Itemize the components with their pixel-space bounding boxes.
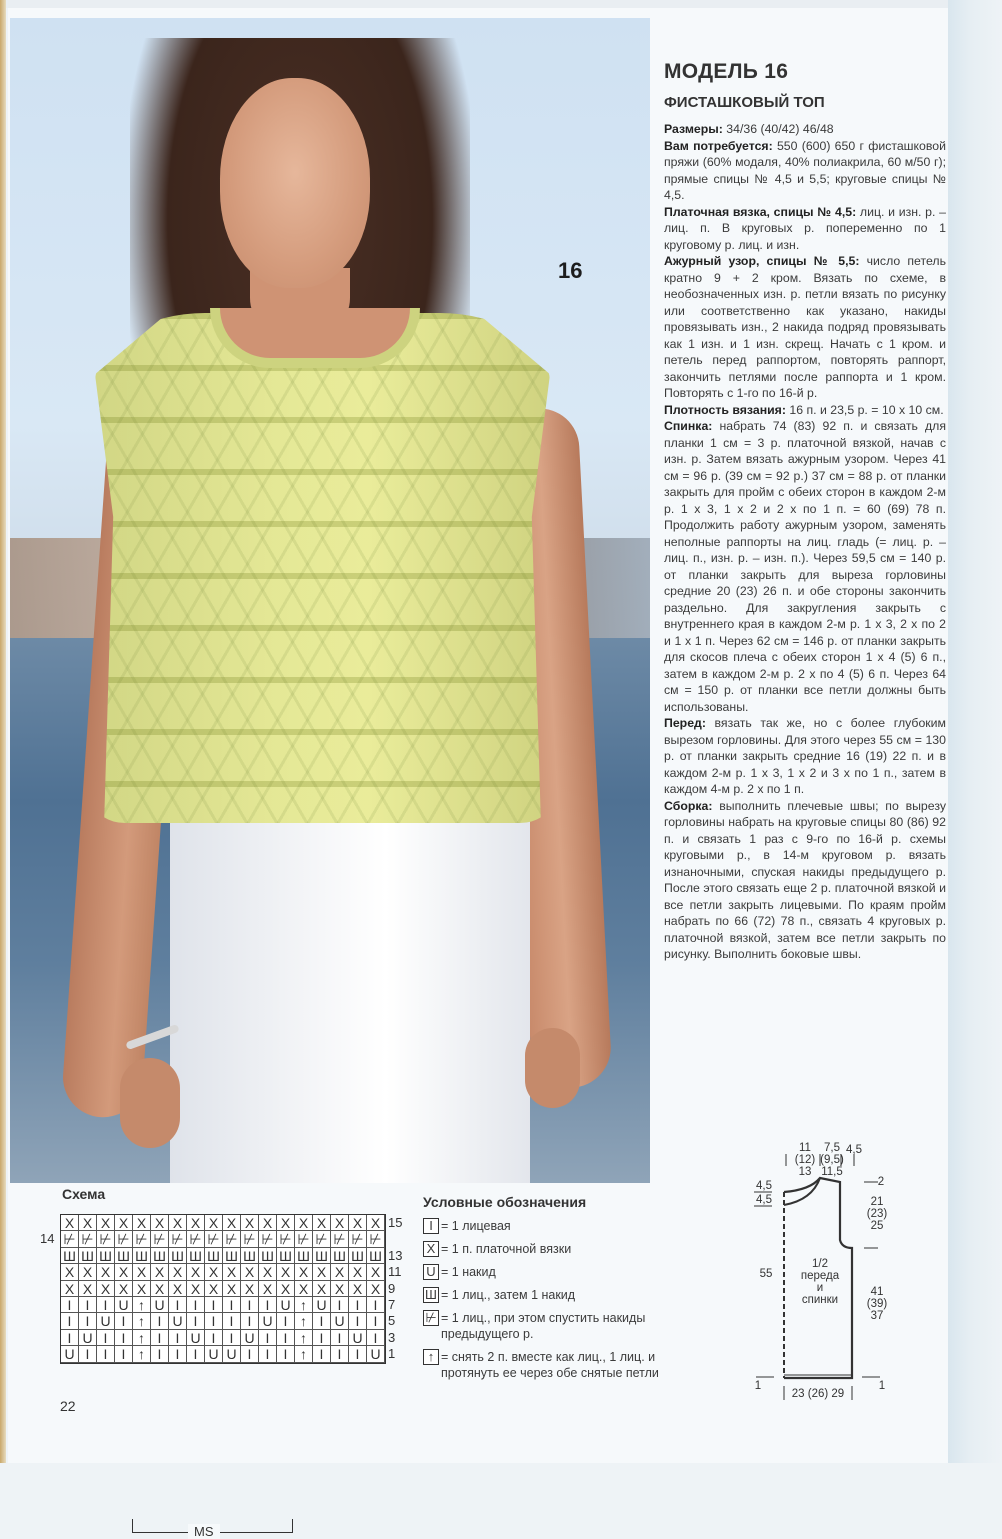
chart-cell: ⊬: [187, 1231, 205, 1247]
chart-cell: U: [151, 1297, 169, 1313]
section-assembly: [664, 798, 946, 963]
chart-cell: X: [223, 1264, 241, 1280]
chart-cell: I: [115, 1346, 133, 1362]
chart-cell: X: [259, 1264, 277, 1280]
section-label: Вам потребуется:: [664, 138, 773, 153]
chart-row-number: 3: [388, 1329, 396, 1345]
chart-cell: I: [169, 1330, 187, 1346]
chart-row-number: 11: [388, 1264, 402, 1280]
dim-value: (39): [866, 1298, 888, 1310]
page-binding: [0, 0, 6, 1463]
chart-cell: X: [97, 1281, 115, 1297]
dim-hem-right: 1: [878, 1380, 886, 1392]
chart-cell: I: [349, 1346, 367, 1362]
page-top-edge: [0, 0, 1002, 8]
chart-cell: ⊬: [223, 1231, 241, 1247]
chart-row-number: 14: [40, 1231, 55, 1247]
legend-item: [423, 1218, 703, 1234]
chart-cell: ⊬: [205, 1231, 223, 1247]
page-number: 22: [60, 1398, 76, 1414]
chart-cell: I: [61, 1330, 79, 1346]
dim-top-edge: 4,5: [846, 1144, 862, 1156]
photo-face: [220, 78, 370, 288]
chart-cell: X: [187, 1215, 205, 1231]
dim-neck-front: 4,5: [756, 1194, 772, 1206]
section-gauge: [664, 402, 946, 419]
model-photo: [10, 18, 650, 1183]
chart-cell: I: [61, 1297, 79, 1313]
schematic-label-line: 1/2: [812, 1258, 828, 1270]
chart-cell: X: [79, 1215, 97, 1231]
chart-cell: I: [151, 1313, 169, 1329]
chart-cell: U: [115, 1297, 133, 1313]
chart-row-number: 9: [388, 1280, 396, 1296]
chart-cell: X: [259, 1281, 277, 1297]
chart-cell: X: [277, 1281, 295, 1297]
legend-item: [423, 1349, 703, 1381]
stitch-symbol-icon: U: [423, 1264, 439, 1280]
chart-cell: ↑: [295, 1330, 313, 1346]
chart-cell: I: [169, 1346, 187, 1362]
chart-cell: U: [187, 1330, 205, 1346]
chart-cell: I: [241, 1313, 259, 1329]
section-label: Спинка:: [664, 419, 713, 433]
repeat-label: MS: [188, 1524, 220, 1539]
chart-cell: I: [349, 1313, 367, 1329]
chart-cell: ⊬: [349, 1231, 367, 1247]
chart-cell: I: [79, 1346, 97, 1362]
chart-cell: X: [313, 1281, 331, 1297]
chart-cell: X: [115, 1215, 133, 1231]
chart-cell: I: [187, 1313, 205, 1329]
section-label: Перед:: [664, 716, 706, 730]
chart-cell: I: [313, 1346, 331, 1362]
chart-cell: I: [367, 1330, 385, 1346]
chart-cell: X: [115, 1281, 133, 1297]
article-title: МОДЕЛЬ 16: [664, 60, 789, 83]
chart-cell: I: [169, 1297, 187, 1313]
chart-cell: X: [79, 1264, 97, 1280]
dim-value: 11: [799, 1142, 811, 1154]
chart-cell: ⊬: [97, 1231, 115, 1247]
chart-cell: X: [349, 1281, 367, 1297]
legend-text: = 1 лиц., затем 1 накид: [441, 1288, 576, 1302]
section-sizes: [664, 121, 946, 138]
page-gutter: [948, 0, 1002, 1463]
chart-row-number: 13: [388, 1247, 403, 1263]
section-materials: [664, 138, 946, 204]
chart-cell: I: [259, 1297, 277, 1313]
chart-cell: X: [331, 1264, 349, 1280]
chart-cell: ⊬: [331, 1231, 349, 1247]
chart-cell: X: [187, 1281, 205, 1297]
chart-cell: U: [223, 1346, 241, 1362]
chart-cell: ⊬: [61, 1231, 79, 1247]
dim-value: 13: [798, 1166, 812, 1178]
chart-cell: ⊬: [241, 1231, 259, 1247]
chart-row-number: 7: [388, 1297, 396, 1312]
section-text: число петель кратно 9 + 2 кром. Вязать по схеме, в необозначенных изн. р. петли вязать по рисунку или соответственно как указано, накиды провязывать изн., 2 накида подряд провязывать как 1 изн. и 1 изн. скрещ. Начать с 1 кром. и петель перед раппортом, повторять раппорт, закончить петлями после раппорта и 1 кром. Повторять с 1-го по 16-й р.: [664, 254, 946, 400]
chart-cell: I: [205, 1297, 223, 1313]
chart-cell: X: [295, 1215, 313, 1231]
chart-row-number: 1: [388, 1346, 396, 1362]
dim-value: 11,5: [821, 1166, 843, 1178]
chart-cell: X: [187, 1264, 205, 1280]
legend-item: [423, 1310, 703, 1342]
chart-cell: X: [97, 1264, 115, 1280]
chart-cell: X: [295, 1281, 313, 1297]
chart-cell: X: [133, 1215, 151, 1231]
legend-text: = 1 п. платочной вязки: [441, 1242, 572, 1256]
chart-row-number: 5: [388, 1313, 396, 1329]
chart-cell: I: [115, 1313, 133, 1329]
dim-value: 37: [870, 1310, 884, 1322]
chart-cell: Ш: [97, 1248, 115, 1264]
schematic-label: [792, 1258, 848, 1306]
chart-cell: I: [115, 1330, 133, 1346]
chart-cell: I: [331, 1297, 349, 1313]
section-text: набрать 74 (83) 92 п. и связать для планки 1 см = 3 р. платочной вязкой, начав с изн. р. Затем вязать ажурным узором. Через 41 см = 96 р. (39 см = 92 р.) 37 см = 88 р. от планки закрыть для пройм с обеих сторон в каждом 2-м р. 1 х 3, 1 х 2 и 2 х по 1 п. = 60 (69) 78 п. Продолжить работу ажурным узором, заменять неполные раппорты на лиц. гладь (= лиц. р. – лиц. п., изн. р. – изн. п.). Через 59,5 см = 140 р. от планки закрыть для выреза горловины средние 20 (23) 26 п. и обе стороны закончить раздельно. Для закругления закрыть с внутреннего края в каждом 2-м р. 1 х 3, 2 х по 2 и 1 х 1 п. Через 62 см = 146 р. от планки закрыть для скосов плеча с обеих сторон 1 х 4 (5) 6 п., затем в каждом 2-м р. 2 х по 4 (5) 6 п. Через 64 см = 150 р. от планки все петли должны быть использованы.: [664, 419, 946, 714]
legend-text: = 1 лиц., при этом спустить накиды предыдущего р.: [441, 1311, 646, 1341]
dim-neck-back: 4,5: [756, 1180, 772, 1192]
chart-cell: Ш: [223, 1248, 241, 1264]
section-label: Сборка:: [664, 798, 713, 813]
chart-cell: Ш: [331, 1248, 349, 1264]
chart-cell: X: [241, 1264, 259, 1280]
chart-cell: ⊬: [169, 1231, 187, 1247]
schematic-label-line: и: [816, 1282, 824, 1294]
chart-cell: X: [169, 1264, 187, 1280]
chart-cell: ⊬: [295, 1231, 313, 1247]
chart-cell: X: [97, 1215, 115, 1231]
chart-cell: X: [223, 1215, 241, 1231]
chart-legend: [423, 1194, 703, 1388]
chart-cell: I: [367, 1313, 385, 1329]
chart-cell: X: [223, 1281, 241, 1297]
chart-cell: X: [367, 1215, 385, 1231]
dim-hem-left: 1: [754, 1380, 762, 1392]
chart-cell: ↑: [295, 1313, 313, 1329]
chart-cell: X: [349, 1215, 367, 1231]
chart-cell: I: [97, 1297, 115, 1313]
dim-value: (9,5): [820, 1154, 844, 1166]
section-text: вязать так же, но с более глубоким вырезом горловины. Для этого через 55 см = 130 р. от планки закрыть средние 16 (19) 22 п. и в каждом 2-м р. 1 х 3, 1 х 2 и 3 х по 1 п., затем в каждом 4-м р. 2 х по 1 п.: [664, 716, 946, 796]
section-label: Ажурный узор, спицы № 5,5:: [664, 254, 860, 268]
article-body: [664, 121, 946, 963]
chart-cell: U: [349, 1330, 367, 1346]
chart-cell: ⊬: [277, 1231, 295, 1247]
chart-cell: X: [205, 1215, 223, 1231]
chart-cell: I: [259, 1346, 277, 1362]
dim-total-length: 55: [759, 1268, 773, 1280]
chart-cell: ↑: [295, 1346, 313, 1362]
dim-side: [864, 1286, 890, 1322]
chart-cell: Ш: [79, 1248, 97, 1264]
photo-model-number: 16: [558, 258, 583, 283]
schematic-label-line: переда: [800, 1270, 840, 1282]
chart-cell: I: [313, 1330, 331, 1346]
chart-cell: I: [277, 1313, 295, 1329]
chart-cell: Ш: [205, 1248, 223, 1264]
dim-value: 41: [870, 1286, 884, 1298]
chart-cell: ↑: [133, 1346, 151, 1362]
chart-cell: U: [277, 1297, 295, 1313]
schematic-label-line: спинки: [801, 1294, 839, 1306]
chart-title: Схема: [62, 1186, 106, 1202]
chart-cell: X: [151, 1281, 169, 1297]
chart-cell: ⊬: [133, 1231, 151, 1247]
photo-neckline: [210, 308, 420, 368]
chart-grid: [60, 1214, 386, 1364]
chart-cell: X: [367, 1281, 385, 1297]
section-front: [664, 715, 946, 798]
chart-cell: X: [61, 1264, 79, 1280]
chart-cell: Ш: [349, 1248, 367, 1264]
chart-cell: X: [151, 1264, 169, 1280]
chart-cell: X: [277, 1264, 295, 1280]
chart-cell: I: [97, 1346, 115, 1362]
stitch-symbol-icon: ↑: [423, 1349, 439, 1365]
chart-cell: X: [241, 1215, 259, 1231]
chart-cell: I: [97, 1330, 115, 1346]
section-garter-stitch: [664, 204, 946, 254]
chart-cell: X: [61, 1281, 79, 1297]
dim-shoulder-slope: 2: [877, 1176, 885, 1188]
chart-cell: I: [367, 1297, 385, 1313]
chart-cell: Ш: [313, 1248, 331, 1264]
chart-cell: X: [169, 1215, 187, 1231]
legend-item: [423, 1264, 703, 1280]
legend-items: [423, 1218, 703, 1381]
chart-cell: ↑: [133, 1297, 151, 1313]
dim-value: 7,5: [824, 1142, 840, 1154]
section-lace-pattern: [664, 253, 946, 402]
chart-cell: U: [97, 1313, 115, 1329]
chart-cell: Ш: [277, 1248, 295, 1264]
garment-schematic: [740, 1130, 900, 1410]
chart-cell: ⊬: [115, 1231, 133, 1247]
dim-value: (23): [866, 1208, 888, 1220]
chart-cell: U: [205, 1346, 223, 1362]
chart-cell: I: [313, 1313, 331, 1329]
dim-armhole: [864, 1196, 890, 1232]
photo-lace-top: [95, 313, 550, 823]
chart-cell: I: [61, 1313, 79, 1329]
section-label: Платочная вязка, спицы № 4,5:: [664, 204, 857, 219]
legend-title: Условные обозначения: [423, 1194, 587, 1210]
chart-cell: U: [169, 1313, 187, 1329]
legend-text: = 1 лицевая: [441, 1219, 511, 1233]
chart-cell: Ш: [367, 1248, 385, 1264]
dim-value: (12): [794, 1154, 816, 1166]
chart-cell: X: [169, 1281, 187, 1297]
chart-cell: U: [313, 1297, 331, 1313]
dim-bottom-width: 23 (26) 29: [791, 1388, 845, 1400]
chart-cell: I: [223, 1313, 241, 1329]
chart-cell: ↑: [133, 1330, 151, 1346]
chart-cell: I: [187, 1346, 205, 1362]
chart-cell: X: [349, 1264, 367, 1280]
chart-cell: Ш: [151, 1248, 169, 1264]
legend-item: [423, 1241, 703, 1257]
chart-cell: I: [151, 1330, 169, 1346]
chart-row-number: 15: [388, 1215, 403, 1230]
stitch-symbol-icon: I: [423, 1218, 439, 1234]
chart-cell: X: [205, 1281, 223, 1297]
dim-shoulder: [820, 1142, 844, 1178]
chart-cell: X: [313, 1215, 331, 1231]
chart-cell: X: [259, 1215, 277, 1231]
chart-cell: ↑: [295, 1297, 313, 1313]
chart-cell: U: [367, 1346, 385, 1362]
chart-cell: X: [367, 1264, 385, 1280]
chart-cell: U: [241, 1330, 259, 1346]
chart-cell: X: [205, 1264, 223, 1280]
section-text: 16 п. и 23,5 р. = 10 х 10 см.: [785, 402, 944, 417]
chart-cell: U: [79, 1330, 97, 1346]
chart-cell: I: [187, 1297, 205, 1313]
chart-cell: X: [331, 1281, 349, 1297]
chart-cell: I: [223, 1330, 241, 1346]
chart-cell: ⊬: [367, 1231, 385, 1247]
chart-cell: ⊬: [79, 1231, 97, 1247]
chart-cell: Ш: [133, 1248, 151, 1264]
chart-cell: I: [79, 1297, 97, 1313]
chart-cell: I: [259, 1330, 277, 1346]
chart-cell: Ш: [115, 1248, 133, 1264]
article-subtitle: ФИСТАШКОВЫЙ ТОП: [664, 94, 825, 111]
section-label: Размеры:: [664, 122, 723, 136]
chart-cell: X: [133, 1281, 151, 1297]
chart-cell: X: [277, 1215, 295, 1231]
chart-cell: U: [61, 1346, 79, 1362]
chart-cell: Ш: [169, 1248, 187, 1264]
stitch-symbol-icon: ⊬: [423, 1310, 439, 1326]
chart-cell: ⊬: [151, 1231, 169, 1247]
chart-cell: I: [151, 1346, 169, 1362]
photo-hand-left: [120, 1058, 180, 1148]
chart-cell: I: [331, 1330, 349, 1346]
chart-cell: Ш: [241, 1248, 259, 1264]
chart-cell: X: [313, 1264, 331, 1280]
chart-cell: I: [349, 1297, 367, 1313]
section-text: 34/36 (40/42) 46/48: [722, 122, 834, 136]
chart-cell: X: [241, 1281, 259, 1297]
stitch-symbol-icon: X: [423, 1241, 439, 1257]
chart-cell: ⊬: [313, 1231, 331, 1247]
chart-cell: I: [241, 1297, 259, 1313]
stitch-symbol-icon: Ш: [423, 1287, 439, 1303]
photo-hand-right: [525, 1028, 580, 1108]
chart-cell: X: [61, 1215, 79, 1231]
chart-cell: X: [331, 1215, 349, 1231]
section-label: Плотность вязания:: [664, 402, 786, 417]
dim-value: 21: [870, 1196, 884, 1208]
chart-cell: X: [115, 1264, 133, 1280]
legend-item: [423, 1287, 703, 1303]
dim-value: 25: [870, 1220, 884, 1232]
chart-cell: X: [151, 1215, 169, 1231]
chart-cell: I: [277, 1330, 295, 1346]
chart-cell: ↑: [133, 1313, 151, 1329]
chart-cell: ⊬: [259, 1231, 277, 1247]
section-back: [664, 418, 946, 715]
legend-text: = снять 2 п. вместе как лиц., 1 лиц. и протянуть ее через обе снятые петли: [441, 1350, 659, 1380]
section-text: лиц. и изн. р. – лиц. п. В круговых р. попеременно по 1 круговому р. лиц. и изн.: [664, 204, 946, 252]
chart-cell: X: [295, 1264, 313, 1280]
article-column: [664, 60, 946, 963]
chart-cell: I: [331, 1346, 349, 1362]
dim-neck-width: [792, 1142, 818, 1178]
legend-text: = 1 накид: [441, 1265, 496, 1279]
chart-cell: I: [223, 1297, 241, 1313]
chart-cell: I: [205, 1330, 223, 1346]
chart-cell: Ш: [295, 1248, 313, 1264]
chart-cell: U: [331, 1313, 349, 1329]
chart-cell: I: [277, 1346, 295, 1362]
chart-cell: Ш: [259, 1248, 277, 1264]
chart-cell: U: [259, 1313, 277, 1329]
section-text: 550 (600) 650 г фисташковой пряжи (60% модаля, 40% полиакрила, 60 м/50 г); прямые спицы № 4,5 и 5,5; круговые спицы № 4,5.: [664, 138, 946, 202]
chart-cell: I: [241, 1346, 259, 1362]
chart-cell: Ш: [187, 1248, 205, 1264]
chart-cell: Ш: [61, 1248, 79, 1264]
chart-cell: X: [79, 1281, 97, 1297]
chart-cell: I: [205, 1313, 223, 1329]
chart-cell: I: [79, 1313, 97, 1329]
photo-white-skirt: [170, 813, 530, 1183]
section-text: выполнить плечевые швы; по вырезу горловины набрать на круговые спицы 80 (86) 92 п. и связать 1 раз с 9-го по 16-й р. схемы круговыми р., в 14-м круговом р. вязать изнаночными, спуская накиды предыдущего р. После этого связать еще 2 р. платочной вязкой и все петли закрыть лицевыми. По краям пройм набрать по 66 (72) 78 п., связать 4 круговых р. платочной вязкой, затем все петли закрыть по рисунку. Выполнить боковые швы.: [664, 798, 946, 961]
chart-cell: X: [133, 1264, 151, 1280]
